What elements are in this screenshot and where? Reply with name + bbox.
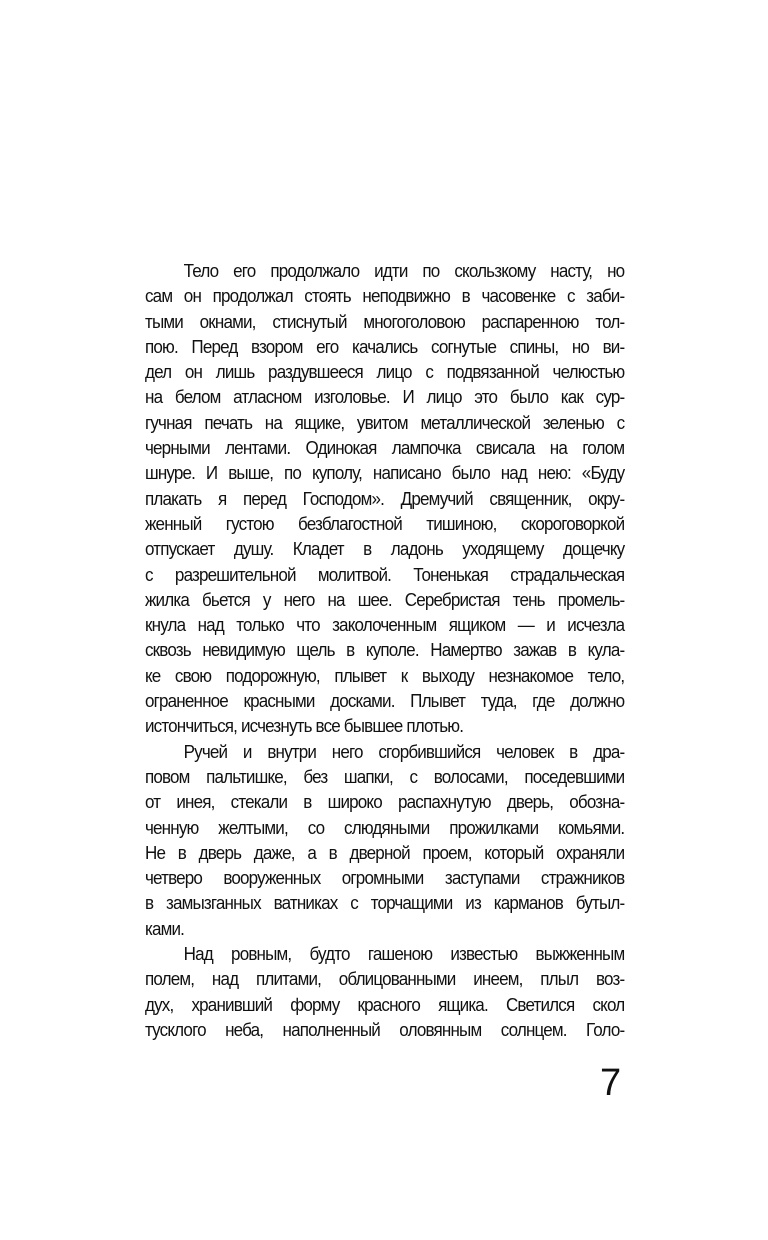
- text-line: истончиться, исчезнуть все бывшее плотью.: [145, 715, 464, 737]
- paragraph-1: [145, 258, 625, 739]
- text-line: дух, хранивший форму красного ящика. Светился скол: [145, 993, 625, 1015]
- text-line: сам он продолжал стоять неподвижно в часовенке с заби-: [145, 285, 625, 307]
- text-line: гучная печать на ящике, увитом металлической зеленью с: [145, 411, 625, 433]
- body-text: [145, 258, 625, 1042]
- text-line: четверо вооруженных огромными заступами стражников: [145, 867, 625, 889]
- text-line: тусклого неба, наполненный оловянным солнцем. Голо-: [145, 1018, 625, 1040]
- paragraph-3: [145, 941, 625, 1042]
- text-line: Ручей и внутри него сгорбившийся человек в дра-: [183, 740, 625, 762]
- text-line: ограненное красными досками. Плывет туда, где должно: [145, 690, 625, 712]
- text-line: Не в дверь даже, а в дверной проем, который охраняли: [145, 841, 625, 863]
- paragraph-2: [145, 739, 625, 941]
- text-line: в замызганных ватниках с торчащими из карманов бутыл-: [145, 892, 625, 914]
- text-line: дел он лишь раздувшееся лицо с подвязанной челюстью: [145, 361, 625, 383]
- text-line: ченную желтыми, со слюдяными прожилками комьями.: [145, 816, 625, 838]
- text-line: на белом атласном изголовье. И лицо это было как сур-: [145, 386, 625, 408]
- text-line: от инея, стекали в широко распахнутую дверь, обозна-: [145, 791, 625, 813]
- text-line: полем, над плитами, облицованными инеем, плыл воз-: [145, 968, 625, 990]
- text-line: плакать я перед Господом». Дремучий священник, окру-: [145, 487, 625, 509]
- text-line: повом пальтишке, без шапки, с волосами, поседевшими: [145, 765, 625, 787]
- text-line: кнула над только что заколоченным ящиком — и исчезла: [145, 614, 625, 636]
- text-line: ке свою подорожную, плывет к выходу незнакомое тело,: [145, 664, 625, 686]
- text-line: женный густою безблагостной тишиною, скороговоркой: [145, 512, 625, 534]
- text-line: жилка бьется у него на шее. Серебристая тень промель-: [145, 588, 625, 610]
- text-line: шнуре. И выше, по куполу, написано было над нею: «Буду: [145, 462, 625, 484]
- text-line: тыми окнами, стиснутый многоголовою распаренною тол-: [145, 310, 625, 332]
- text-line: пою. Перед взором его качались согнутые спины, но ви-: [145, 335, 625, 357]
- text-line: отпускает душу. Кладет в ладонь уходящему дощечку: [145, 538, 625, 560]
- page-number: 7: [600, 1062, 622, 1104]
- text-line: Над ровным, будто гашеною известью выжженным: [183, 943, 625, 965]
- text-line: черными лентами. Одинокая лампочка свисала на голом: [145, 437, 625, 459]
- text-line: сквозь невидимую щель в куполе. Намертво зажав в кула-: [145, 639, 625, 661]
- text-line: Тело его продолжало идти по скользкому насту, но: [183, 260, 625, 281]
- text-line: с разрешительной молитвой. Тоненькая страдальческая: [145, 563, 625, 585]
- text-line: ками.: [145, 917, 185, 939]
